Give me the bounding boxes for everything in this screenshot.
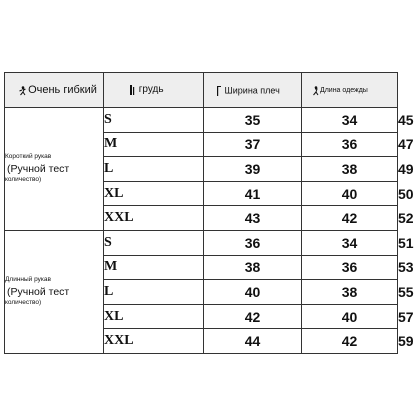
shoulder-value: 34 [302, 108, 398, 133]
shoulder-value: 34 [302, 230, 398, 255]
table-row: L 40 38 55 [5, 280, 398, 305]
size-chart-table [4, 72, 414, 354]
table-row: XL 41 40 50 [5, 181, 398, 206]
table-row: L 39 38 49 [5, 157, 398, 182]
header-cell-chest [104, 73, 204, 108]
chest-value: 43 [204, 206, 302, 231]
table-row: Короткий рукав (Ручной тест количество) S 35 34 45 [5, 108, 398, 133]
size-cell: XXL [104, 206, 204, 231]
chest-value: 42 [204, 304, 302, 329]
shoulder-value: 40 [302, 181, 398, 206]
size-cell: L [104, 157, 204, 182]
shoulder-value: 36 [302, 255, 398, 280]
shoulder-value: 38 [302, 157, 398, 182]
bar-glyph-icon [130, 85, 136, 94]
group-line2: (Ручной тест [7, 162, 70, 175]
header-length-label: Длина одежды [319, 86, 368, 94]
table-row: M 37 36 47 [5, 132, 398, 157]
shoulder-value: 42 [302, 206, 398, 231]
size-cell: XL [104, 304, 204, 329]
bar-glyph-icon [216, 86, 222, 95]
header-row [5, 73, 398, 108]
group-short-sleeve-cell [5, 108, 104, 231]
table-row: Длинный рукав (Ручной тест количество) S 36 34 51 [5, 230, 398, 255]
chest-value: 38 [204, 255, 302, 280]
table-row: XL 42 40 57 [5, 304, 398, 329]
person-figure-icon [19, 86, 25, 95]
group-line3: количество) [5, 299, 42, 307]
size-cell: M [104, 255, 204, 280]
person-figure-icon [312, 86, 318, 95]
header-cell-shoulder [204, 73, 302, 108]
size-cell: S [104, 108, 204, 133]
chest-value: 35 [204, 108, 302, 133]
group-line1: Короткий рукав [5, 153, 52, 161]
group-line3: количество) [5, 176, 42, 184]
table-row: XXL 44 42 59 [5, 329, 398, 354]
shoulder-value: 36 [302, 132, 398, 157]
chest-value: 37 [204, 132, 302, 157]
header-chest-label: грудь [138, 84, 164, 96]
chest-value: 44 [204, 329, 302, 354]
chest-value: 40 [204, 280, 302, 305]
size-cell: XL [104, 181, 204, 206]
group-long-sleeve-cell [5, 230, 104, 353]
chest-value: 41 [204, 181, 302, 206]
header-cell-fit [5, 73, 104, 108]
chest-value: 39 [204, 157, 302, 182]
size-cell: XXL [104, 329, 204, 354]
group-line2: (Ручной тест [7, 285, 70, 298]
shoulder-value: 40 [302, 304, 398, 329]
size-cell: M [104, 132, 204, 157]
size-cell: L [104, 280, 204, 305]
shoulder-value: 42 [302, 329, 398, 354]
header-shoulder-label: Ширина плеч [224, 85, 280, 96]
header-cell-length [302, 73, 398, 108]
shoulder-value: 38 [302, 280, 398, 305]
header-fit-label: Очень гибкий [28, 84, 97, 97]
table-row: M 38 36 53 [5, 255, 398, 280]
size-cell: S [104, 230, 204, 255]
table-row: XXL 43 42 52 [5, 206, 398, 231]
chest-value: 36 [204, 230, 302, 255]
group-line1: Длинный рукав [5, 276, 51, 284]
